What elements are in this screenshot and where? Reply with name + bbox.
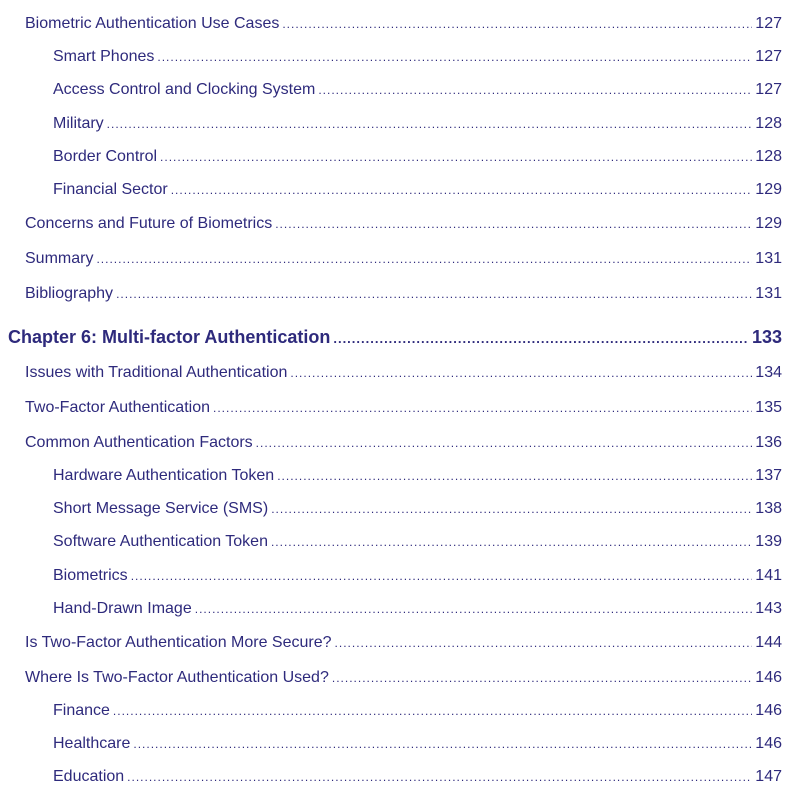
toc-entry-page: 128 xyxy=(755,148,782,165)
toc-entry-title: Software Authentication Token xyxy=(53,533,268,550)
dot-leader xyxy=(318,80,752,100)
toc-entry-title: Is Two-Factor Authentication More Secure? xyxy=(25,634,332,651)
toc-entry-title: Chapter 6: Multi-factor Authentication xyxy=(8,327,331,347)
toc-chapter-heading[interactable] xyxy=(8,327,782,349)
toc-entry-page: 129 xyxy=(755,215,782,232)
toc-entry[interactable] xyxy=(53,466,782,486)
dot-leader xyxy=(213,398,752,418)
toc-entry-page: 127 xyxy=(755,15,782,32)
toc-entry[interactable] xyxy=(25,214,782,234)
toc-entry-title: Smart Phones xyxy=(53,48,155,65)
dot-leader xyxy=(160,147,752,167)
toc-entry-title: Healthcare xyxy=(53,735,131,752)
toc-entry-page: 138 xyxy=(755,500,782,517)
toc-entry-page: 146 xyxy=(755,669,782,686)
toc-entry[interactable] xyxy=(53,47,782,67)
toc-entry-page: 127 xyxy=(755,81,782,98)
toc-entry-title: Hardware Authentication Token xyxy=(53,467,275,484)
toc-entry-page: 128 xyxy=(755,115,782,132)
toc-entry-title: Hand-Drawn Image xyxy=(53,600,192,617)
toc-entry-page: 141 xyxy=(755,567,782,584)
dot-leader xyxy=(335,633,753,653)
dot-leader xyxy=(171,180,753,200)
toc-entry-title: Concerns and Future of Biometrics xyxy=(25,215,273,232)
toc-entry[interactable] xyxy=(25,633,782,653)
toc-entry-page: 146 xyxy=(755,702,782,719)
dot-leader xyxy=(277,466,752,486)
toc-entry-page: 143 xyxy=(755,600,782,617)
toc-entry-title: Two-Factor Authentication xyxy=(25,399,210,416)
toc-entry-title: Summary xyxy=(25,250,94,267)
dot-leader xyxy=(271,532,752,552)
toc-entry[interactable] xyxy=(53,147,782,167)
toc-entry-page: 147 xyxy=(755,768,782,785)
toc-entry-page: 139 xyxy=(755,533,782,550)
toc-entry-page: 144 xyxy=(755,634,782,651)
dot-leader xyxy=(157,47,752,67)
toc-entry-page: 131 xyxy=(755,285,782,302)
dot-leader xyxy=(131,566,753,586)
toc-entry-page: 146 xyxy=(755,735,782,752)
dot-leader xyxy=(133,734,752,754)
dot-leader xyxy=(332,668,752,688)
toc-entry[interactable] xyxy=(25,363,782,383)
dot-leader xyxy=(333,329,749,349)
dot-leader xyxy=(127,767,752,787)
toc-entry-page: 136 xyxy=(755,434,782,451)
toc-entry[interactable] xyxy=(53,80,782,100)
toc-entry[interactable] xyxy=(53,114,782,134)
toc-entry-title: Bibliography xyxy=(25,285,114,302)
toc-entry[interactable] xyxy=(25,398,782,418)
dot-leader xyxy=(275,214,752,234)
toc-entry-page: 133 xyxy=(751,327,782,347)
toc-entry[interactable] xyxy=(25,249,782,269)
dot-leader xyxy=(113,701,752,721)
dot-leader xyxy=(96,249,752,269)
toc-entry-page: 131 xyxy=(755,250,782,267)
toc-entry-title: Biometric Authentication Use Cases xyxy=(25,15,280,32)
toc-entry[interactable] xyxy=(25,14,782,34)
toc-entry[interactable] xyxy=(53,566,782,586)
dot-leader xyxy=(256,433,753,453)
toc-entry-title: Biometrics xyxy=(53,567,128,584)
toc-entry[interactable] xyxy=(53,767,782,787)
toc-entry[interactable] xyxy=(53,599,782,619)
toc-entry-title: Military xyxy=(53,115,104,132)
toc-entry-page: 127 xyxy=(755,48,782,65)
toc-entry-page: 135 xyxy=(755,399,782,416)
toc-entry[interactable] xyxy=(53,532,782,552)
toc-entry[interactable] xyxy=(53,180,782,200)
toc-entry[interactable] xyxy=(25,433,782,453)
toc-entry-page: 137 xyxy=(755,467,782,484)
dot-leader xyxy=(107,114,753,134)
toc-entry-page: 129 xyxy=(755,181,782,198)
toc-entry[interactable] xyxy=(53,701,782,721)
toc-entry-title: Common Authentication Factors xyxy=(25,434,253,451)
toc-entry-title: Border Control xyxy=(53,148,158,165)
toc-entry-title: Issues with Traditional Authentication xyxy=(25,364,288,381)
dot-leader xyxy=(290,363,752,383)
toc-entry-title: Where Is Two-Factor Authentication Used? xyxy=(25,669,329,686)
toc-entry-title: Access Control and Clocking System xyxy=(53,81,316,98)
dot-leader xyxy=(195,599,753,619)
dot-leader xyxy=(282,14,752,34)
dot-leader xyxy=(271,499,752,519)
toc-entry[interactable] xyxy=(53,734,782,754)
toc-entry-page: 134 xyxy=(755,364,782,381)
dot-leader xyxy=(116,284,752,304)
toc-entry-title: Short Message Service (SMS) xyxy=(53,500,269,517)
toc-entry-title: Finance xyxy=(53,702,110,719)
toc-entry[interactable] xyxy=(25,284,782,304)
toc-entry-title: Education xyxy=(53,768,125,785)
toc-entry[interactable] xyxy=(53,499,782,519)
toc-entry-title: Financial Sector xyxy=(53,181,168,198)
toc-entry[interactable] xyxy=(25,668,782,688)
